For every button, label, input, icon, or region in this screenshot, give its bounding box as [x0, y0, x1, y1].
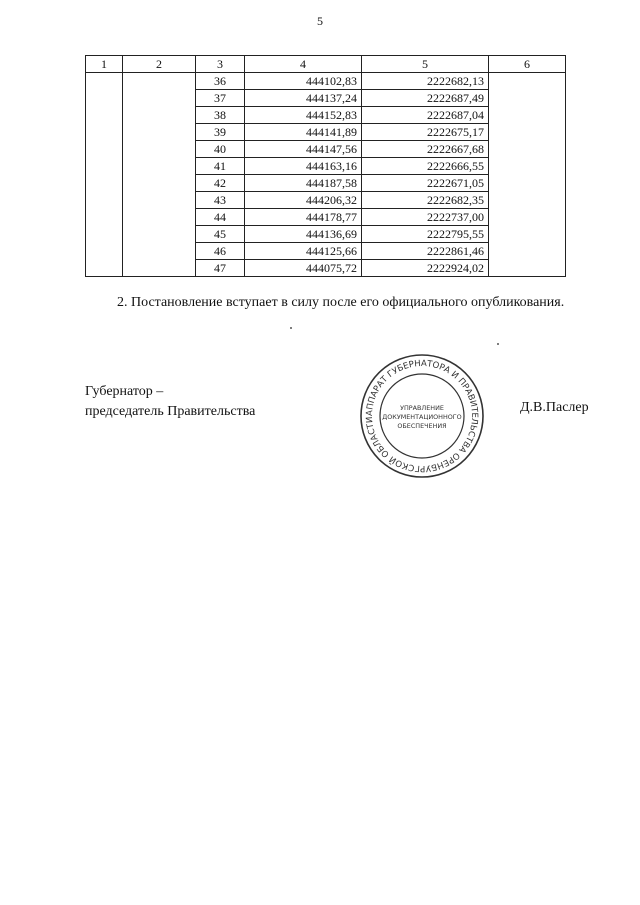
point-number: 42	[196, 175, 245, 192]
signatory-name: Д.В.Паслер	[520, 400, 589, 415]
point-number: 43	[196, 192, 245, 209]
point-number: 36	[196, 73, 245, 90]
point-number: 41	[196, 158, 245, 175]
scan-speck	[290, 327, 292, 329]
resolution-paragraph: 2. Постановление вступает в силу после его официального опубликования.	[117, 295, 565, 310]
point-number: 44	[196, 209, 245, 226]
coordinates-table	[85, 55, 566, 277]
merged-cell-col6	[489, 73, 566, 277]
signatory-title-line1: Губернатор –	[85, 384, 164, 399]
y-coordinate: 2222682,35	[362, 192, 489, 209]
y-coordinate: 2222687,04	[362, 107, 489, 124]
y-coordinate: 2222687,49	[362, 90, 489, 107]
point-number: 45	[196, 226, 245, 243]
header-cell: 6	[489, 56, 566, 73]
seal-ring-text: АППАРАТ ГУБЕРНАТОРА И ПРАВИТЕЛЬСТВА ОРЕНБУРГСКОЙ ОБЛАСТИ	[364, 358, 480, 474]
table-header-row	[86, 56, 566, 73]
y-coordinate: 2222671,05	[362, 175, 489, 192]
point-number: 40	[196, 141, 245, 158]
x-coordinate: 444137,24	[245, 90, 362, 107]
y-coordinate: 2222737,00	[362, 209, 489, 226]
point-number: 47	[196, 260, 245, 277]
x-coordinate: 444187,58	[245, 175, 362, 192]
x-coordinate: 444147,56	[245, 141, 362, 158]
x-coordinate: 444141,89	[245, 124, 362, 141]
header-cell: 5	[362, 56, 489, 73]
x-coordinate: 444125,66	[245, 243, 362, 260]
official-seal	[358, 352, 486, 480]
signatory-title-line2: председатель Правительства	[85, 404, 256, 419]
x-coordinate: 444136,69	[245, 226, 362, 243]
header-cell: 1	[86, 56, 123, 73]
signatory-title	[85, 382, 255, 422]
page-number: 5	[317, 14, 323, 28]
header-cell: 3	[196, 56, 245, 73]
x-coordinate: 444163,16	[245, 158, 362, 175]
x-coordinate: 444206,32	[245, 192, 362, 209]
seal-center-line3: ОБЕСПЕЧЕНИЯ	[397, 422, 447, 430]
x-coordinate: 444152,83	[245, 107, 362, 124]
header-cell: 2	[123, 56, 196, 73]
y-coordinate: 2222667,68	[362, 141, 489, 158]
y-coordinate: 2222682,13	[362, 73, 489, 90]
seal-center-line1: УПРАВЛЕНИЕ	[400, 404, 444, 412]
point-number: 39	[196, 124, 245, 141]
x-coordinate: 444102,83	[245, 73, 362, 90]
y-coordinate: 2222795,55	[362, 226, 489, 243]
table-row	[86, 73, 566, 90]
y-coordinate: 2222666,55	[362, 158, 489, 175]
merged-cell-col1	[86, 73, 123, 277]
point-number: 46	[196, 243, 245, 260]
point-number: 37	[196, 90, 245, 107]
y-coordinate: 2222861,46	[362, 243, 489, 260]
x-coordinate: 444178,77	[245, 209, 362, 226]
y-coordinate: 2222675,17	[362, 124, 489, 141]
point-number: 38	[196, 107, 245, 124]
header-cell: 4	[245, 56, 362, 73]
x-coordinate: 444075,72	[245, 260, 362, 277]
y-coordinate: 2222924,02	[362, 260, 489, 277]
seal-center-line2: ДОКУМЕНТАЦИОННОГО	[382, 413, 462, 421]
merged-cell-col2	[123, 73, 196, 277]
scan-speck	[497, 343, 499, 345]
